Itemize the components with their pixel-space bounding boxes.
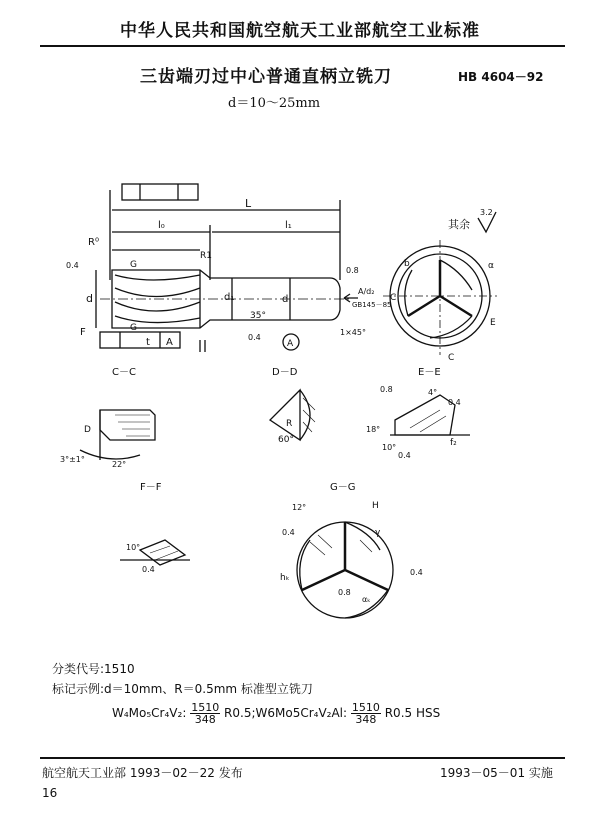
gg-tol2: 0.4 [410, 568, 423, 577]
dim-l1: l₁ [285, 220, 292, 231]
tol-side-3: 0.8 [346, 266, 359, 275]
label-r1: R1 [200, 251, 212, 261]
label-f: F [80, 327, 86, 338]
label-g-top: G [130, 260, 137, 270]
header-rule [40, 45, 565, 47]
frame-t: t [146, 337, 150, 348]
end-label-c2: C [448, 353, 455, 363]
section-dd: D－D [272, 367, 298, 378]
ff-angle: 10° [126, 543, 141, 552]
ee-tol1: 0.8 [380, 385, 393, 394]
mark1-prefix: W₄Mo₅Cr₄V₂: [112, 706, 187, 720]
others-roughness: 3.2 [480, 208, 493, 217]
tol-side-2: 0.4 [248, 333, 261, 342]
label-b: b [404, 259, 410, 269]
mark1-suffix: R0.5;W6Mo5Cr₄V₂Al: [224, 706, 348, 720]
gg-12: 12° [292, 503, 307, 512]
gg-hk: hₖ [280, 573, 290, 583]
marking-example-formula [112, 702, 440, 725]
section-ff: F－F [140, 482, 162, 493]
ee-f: f₂ [450, 438, 457, 448]
label-g-bottom: G [130, 323, 137, 333]
page-number: 16 [42, 786, 58, 800]
ee-10: 10° [382, 443, 397, 452]
angle-35: 35° [250, 311, 266, 321]
mark2-suffix: R0.5 HSS [384, 706, 441, 720]
end-label-c: C [390, 293, 397, 303]
dim-d: d [86, 292, 93, 305]
chamfer: 1×45° [340, 328, 366, 337]
section-gg: G－G [330, 482, 356, 493]
marking-example-label: 标记示例:d＝10mm、R＝0.5mm 标准型立铣刀 [52, 682, 313, 696]
gg-h: H [372, 501, 379, 511]
ff-tol: 0.4 [142, 565, 155, 574]
section-dd-drawing [270, 390, 315, 440]
dd-angle: 60° [278, 435, 294, 445]
dim-l0: l₀ [158, 220, 165, 231]
technical-drawing [0, 170, 600, 640]
center-hole: A/d₂ [358, 287, 375, 296]
ee-tol2: 0.4 [448, 398, 461, 407]
section-cc-drawing [80, 410, 155, 460]
label-alpha: α [488, 261, 494, 271]
gb-ref: GB145－85 [352, 301, 392, 309]
standard-number: HB 4604－92 [458, 70, 544, 84]
gg-tol1: 0.4 [282, 528, 295, 537]
dim-d1: d₁ [224, 292, 235, 303]
mark1-fraction: $\frac{1510}{348}$ [191, 701, 220, 726]
gg-tol3: 0.8 [338, 588, 351, 597]
dim-L: L [245, 197, 252, 210]
dd-r: R [286, 419, 293, 429]
org-standard-header: 中华人民共和国航空航天工业部航空工业标准 [120, 21, 480, 41]
datum-a: A [287, 339, 294, 349]
dim-d-shank: d [282, 294, 289, 305]
gg-alpha: αₖ [362, 595, 371, 604]
classification-code: 分类代号:1510 [52, 662, 135, 676]
tol-side-1: 0.4 [66, 261, 79, 270]
cc-d: D [84, 425, 91, 435]
end-label-e: E [490, 318, 496, 328]
cc-angle1: 3°±1° [60, 455, 85, 464]
mark2-fraction: $\frac{1510}{348}$ [351, 701, 380, 726]
label-r0: R⁰ [88, 237, 99, 248]
effective-date: 1993－05－01 实施 [440, 766, 553, 780]
label-others: 其余 [448, 218, 470, 231]
issuer: 航空航天工业部 1993－02－22 发布 [42, 766, 243, 780]
gg-gamma: γ [375, 528, 381, 538]
document-title: 三齿端刃过中心普通直柄立铣刀 [140, 67, 392, 87]
ee-4: 4° [428, 388, 438, 397]
diameter-range: d＝10～25mm [228, 96, 321, 111]
frame-a: A [166, 337, 173, 348]
ee-tol3: 0.4 [398, 451, 411, 460]
ee-18: 18° [366, 425, 381, 434]
footer-rule [40, 757, 565, 759]
section-ee: E－E [418, 367, 441, 378]
end-view [383, 240, 497, 355]
cc-angle2: 22° [112, 460, 127, 469]
section-cc: C－C [112, 367, 136, 378]
